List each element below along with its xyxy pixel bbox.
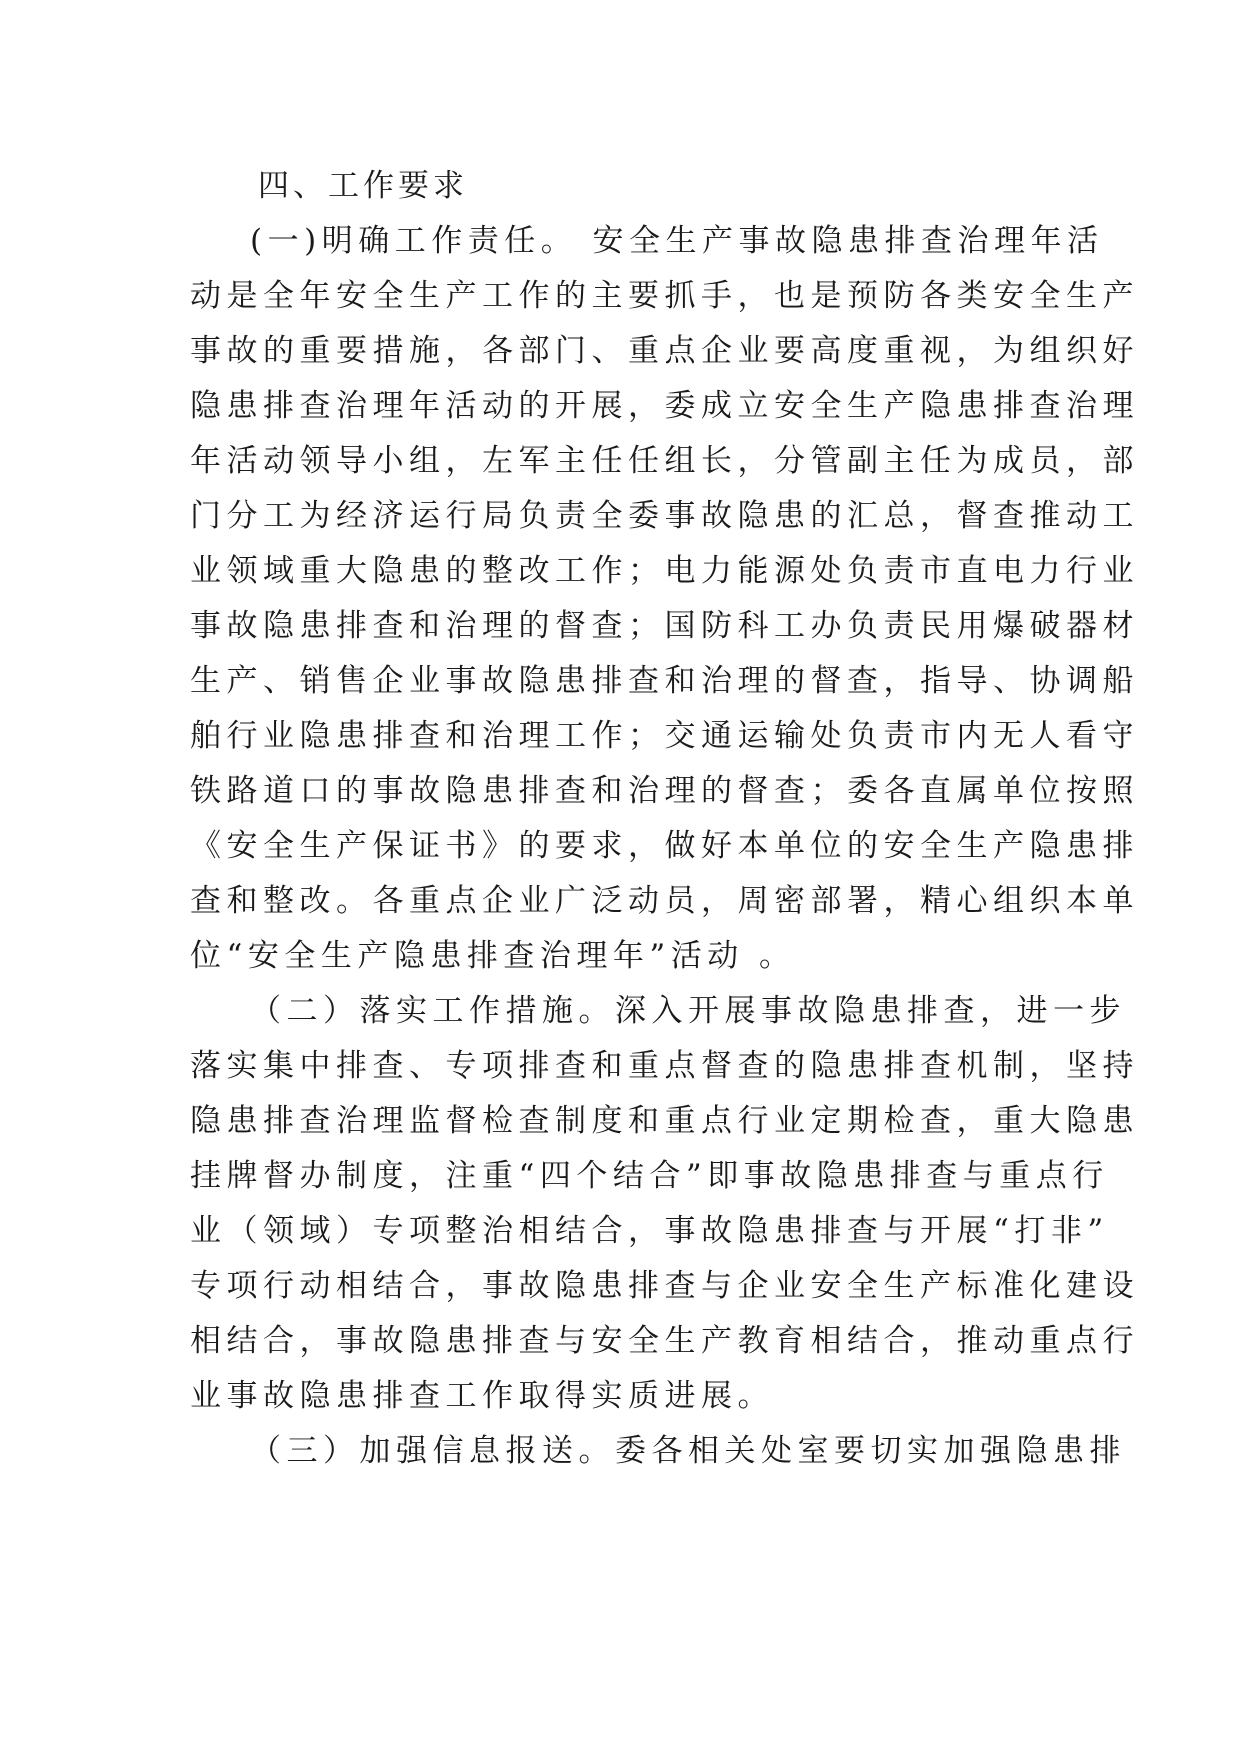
text-line: 事故的重要措施，各部门、重点企业要高度重视，为组织好	[190, 333, 1139, 369]
text-line: 铁路道口的事故隐患排查和治理的督查；委各直属单位按照	[190, 773, 1139, 809]
text-line: 生产、销售企业事故隐患排查和治理的督查，指导、协调船	[190, 663, 1139, 699]
text-line: 《安全生产保证书》的要求，做好本单位的安全生产隐患排	[190, 828, 1139, 864]
text-line: 位“安全生产隐患排查治理年”活动 。	[190, 938, 796, 974]
section-heading: 四、工作要求	[258, 168, 468, 204]
text-line: 专项行动相结合，事故隐患排查与企业安全生产标准化建设	[190, 1268, 1139, 1304]
text-line: 舶行业隐患排查和治理工作；交通运输处负责市内无人看守	[190, 718, 1139, 754]
text-line: 相结合，事故隐患排查与安全生产教育相结合，推动重点行	[190, 1323, 1139, 1359]
text-line: 查和整改。各重点企业广泛动员，周密部署，精心组织本单	[190, 883, 1139, 919]
text-line: （二）落实工作措施。深入开展事故隐患排查，进一步	[250, 993, 1126, 1029]
paragraph-work-responsibility	[190, 214, 1139, 984]
text-line: 门分工为经济运行局负责全委事故隐患的汇总，督查推动工	[190, 498, 1139, 534]
text-line: （三）加强信息报送。委各相关处室要切实加强隐患排	[250, 1433, 1126, 1469]
text-line: 动是全年安全生产工作的主要抓手，也是预防各类安全生产	[190, 278, 1139, 314]
text-line: 业（领域）专项整治相结合，事故隐患排查与开展“打非”	[190, 1213, 1109, 1249]
document-body	[190, 159, 1139, 1479]
text-line: 事故隐患排查和治理的督查；国防科工办负责民用爆破器材	[190, 608, 1139, 644]
text-line: (一)明确工作责任。 安全生产事故隐患排查治理年活	[250, 223, 1104, 259]
text-line: 隐患排查治理年活动的开展，委成立安全生产隐患排查治理	[190, 388, 1139, 424]
text-line: 年活动领导小组，左军主任任组长，分管副主任为成员，部	[190, 443, 1139, 479]
text-line: 业领域重大隐患的整改工作；电力能源处负责市直电力行业	[190, 553, 1139, 589]
text-line: 隐患排查治理监督检查制度和重点行业定期检查，重大隐患	[190, 1103, 1139, 1139]
paragraph-information-reporting	[190, 1424, 1126, 1479]
text-line: 业事故隐患排查工作取得实质进展。	[190, 1378, 774, 1414]
text-line: 落实集中排查、专项排查和重点督查的隐患排查机制，坚持	[190, 1048, 1139, 1084]
text-line: 挂牌督办制度，注重“四个结合”即事故隐患排查与重点行	[190, 1158, 1109, 1194]
paragraph-work-measures	[190, 984, 1139, 1424]
